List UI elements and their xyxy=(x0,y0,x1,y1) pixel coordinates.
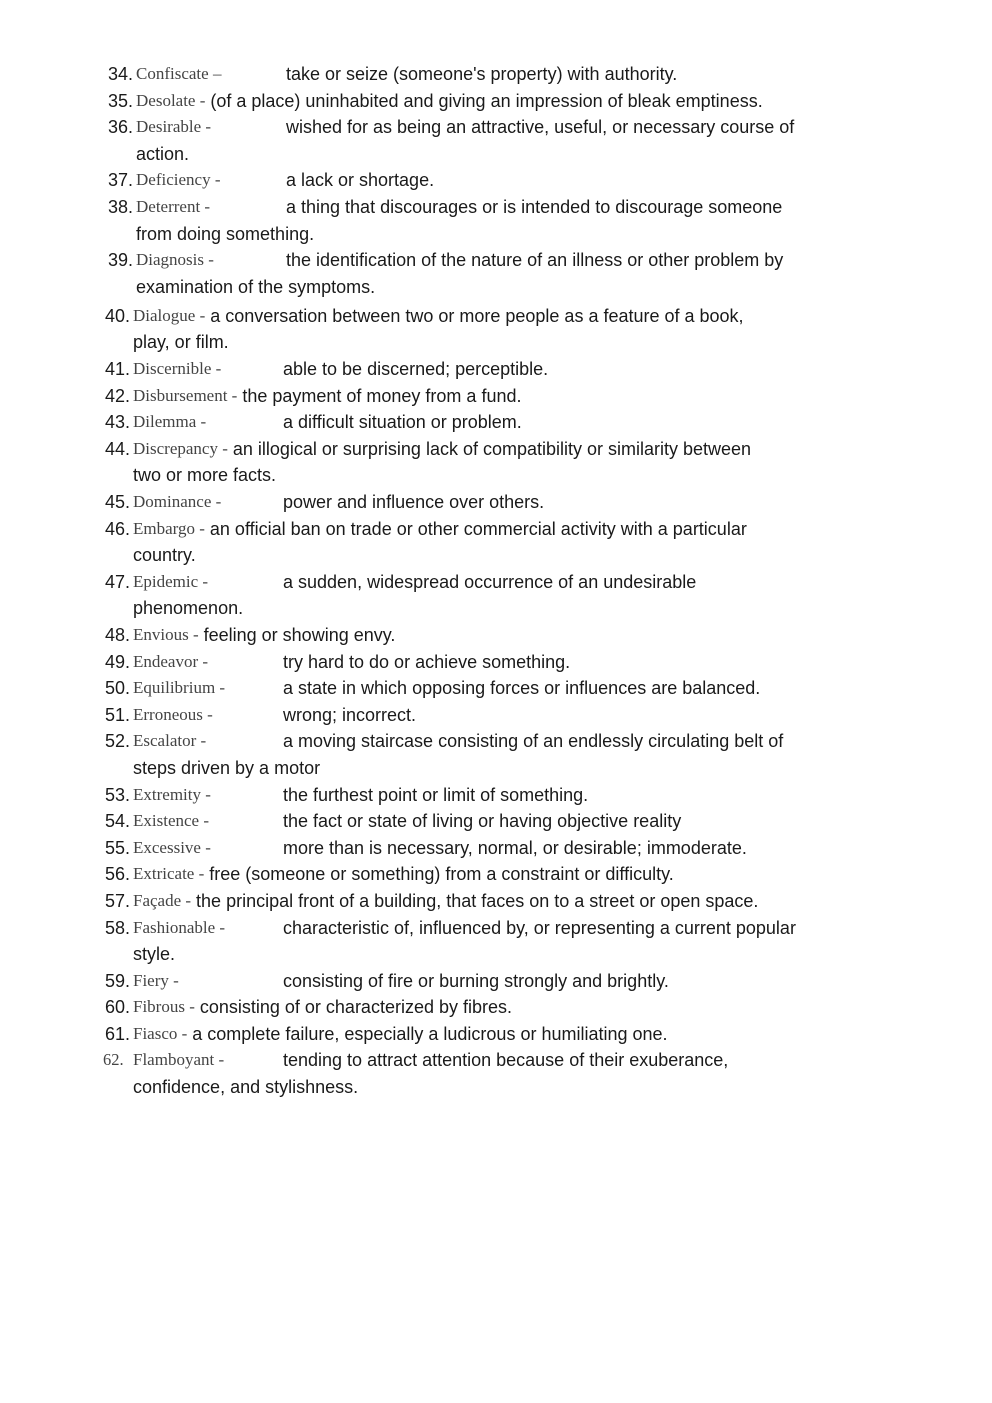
list-item xyxy=(0,675,992,702)
term: Extremity - xyxy=(133,784,211,804)
term: Excessive - xyxy=(133,837,211,857)
term: Fiery - xyxy=(133,970,179,990)
list-item xyxy=(0,994,992,1021)
definition: (of a place) uninhabited and giving an impression of bleak emptiness. xyxy=(210,90,763,111)
definition: the payment of money from a fund. xyxy=(242,385,522,406)
definition: the identification of the nature of an illness or other problem by xyxy=(286,250,784,271)
list-item xyxy=(0,409,992,436)
list-item xyxy=(0,88,992,115)
definition: free (someone or something) from a constraint or difficulty. xyxy=(209,864,674,885)
term: Fashionable - xyxy=(133,917,226,937)
item-number: 54. xyxy=(104,811,130,832)
term: Discrepancy - xyxy=(133,438,228,458)
definition: more than is necessary, normal, or desirable; immoderate. xyxy=(283,837,747,858)
item-number: 40. xyxy=(104,305,130,326)
definition: an illogical or surprising lack of compatibility or similarity between xyxy=(232,438,752,459)
definition-continuation: action. xyxy=(136,143,190,164)
item-number: 44. xyxy=(104,438,130,459)
list-item xyxy=(0,114,992,167)
item-number: 38. xyxy=(107,196,133,217)
definition: the furthest point or limit of something. xyxy=(283,784,589,805)
definition: tending to attract attention because of their exuberance, xyxy=(283,1050,729,1071)
definition-continuation: play, or film. xyxy=(133,332,229,353)
list-item xyxy=(0,861,992,888)
definition: a sudden, widespread occurrence of an undesirable xyxy=(283,571,697,592)
list-item xyxy=(0,728,992,781)
term: Confiscate – xyxy=(136,64,222,83)
definition: feeling or showing envy. xyxy=(203,624,396,645)
term: Deficiency - xyxy=(136,170,221,190)
list-item xyxy=(0,356,992,383)
definition: wished for as being an attractive, useful, or necessary course of xyxy=(286,117,795,138)
list-item xyxy=(0,516,992,569)
term: Dominance - xyxy=(133,492,222,511)
item-number: 55. xyxy=(104,837,130,858)
definition: a state in which opposing forces or influences are balanced. xyxy=(283,678,761,699)
term: Dilemma - xyxy=(133,412,207,432)
item-number: 49. xyxy=(104,651,130,672)
term: Equilibrium - xyxy=(133,678,226,698)
term: Fiasco - xyxy=(133,1023,188,1043)
term: Extricate - xyxy=(133,864,205,884)
item-number: 51. xyxy=(104,704,130,725)
term: Desolate - xyxy=(136,90,206,110)
term: Flamboyant - xyxy=(133,1050,225,1070)
list-item xyxy=(0,194,992,247)
term: Endeavor - xyxy=(133,651,209,671)
term: Façade - xyxy=(133,890,192,910)
item-number: 50. xyxy=(104,678,130,699)
term: Embargo - xyxy=(133,518,205,538)
list-item xyxy=(0,888,992,915)
item-number: 53. xyxy=(104,784,130,805)
definition: a complete failure, especially a ludicrous or humiliating one. xyxy=(192,1023,668,1044)
definition: the fact or state of living or having objective reality xyxy=(283,811,682,832)
term: Epidemic - xyxy=(133,571,209,591)
item-number: 46. xyxy=(104,518,130,539)
item-number: 61. xyxy=(104,1023,130,1044)
definition: try hard to do or achieve something. xyxy=(283,651,571,672)
item-number: 43. xyxy=(104,412,130,433)
term: Deterrent - xyxy=(136,196,211,216)
list-item xyxy=(0,782,992,809)
definition: consisting of or characterized by fibres. xyxy=(199,997,513,1018)
item-number: 62. xyxy=(103,1050,124,1070)
item-number: 52. xyxy=(104,731,130,752)
term: Dialogue - xyxy=(133,305,206,325)
definition-continuation: steps driven by a motor xyxy=(133,757,321,778)
definition-continuation: country. xyxy=(133,545,196,566)
list-item xyxy=(0,569,992,622)
definition: characteristic of, influenced by, or representing a current popular xyxy=(283,917,796,938)
definition: a thing that discourages or is intended to discourage someone xyxy=(286,196,783,217)
list-item xyxy=(0,702,992,729)
term: Desirable - xyxy=(136,117,212,137)
definition: a lack or shortage. xyxy=(286,170,435,191)
list-item xyxy=(0,303,992,356)
item-number: 41. xyxy=(104,359,130,380)
item-number: 58. xyxy=(104,917,130,938)
term: Discernible - xyxy=(133,359,222,379)
definition: power and influence over others. xyxy=(283,492,545,512)
term: Diagnosis - xyxy=(136,250,214,270)
definition: able to be discerned; perceptible. xyxy=(283,359,549,380)
item-number: 35. xyxy=(107,90,133,111)
item-number: 36. xyxy=(107,117,133,138)
term: Disbursement - xyxy=(133,385,238,405)
list-item xyxy=(0,247,992,300)
definition-continuation: phenomenon. xyxy=(133,598,244,619)
definition-continuation: confidence, and stylishness. xyxy=(133,1077,359,1098)
term: Envious - xyxy=(133,624,199,644)
item-number: 47. xyxy=(104,571,130,592)
list-item xyxy=(0,167,992,194)
list-item xyxy=(0,61,992,88)
item-number: 34. xyxy=(107,64,133,84)
definition-continuation: two or more facts. xyxy=(133,465,277,486)
list-item xyxy=(0,968,992,995)
item-number: 37. xyxy=(107,170,133,191)
definition: take or seize (someone's property) with authority. xyxy=(286,64,678,84)
definition: a difficult situation or problem. xyxy=(283,412,522,433)
list-item xyxy=(0,489,992,516)
item-number: 48. xyxy=(104,624,130,645)
list-item xyxy=(0,1047,992,1100)
term: Fibrous - xyxy=(133,997,195,1017)
item-number: 45. xyxy=(104,492,130,512)
item-number: 56. xyxy=(104,864,130,885)
item-number: 59. xyxy=(104,970,130,991)
list-item xyxy=(0,649,992,676)
definition-continuation: style. xyxy=(133,944,176,965)
definition: a conversation between two or more people as a feature of a book, xyxy=(210,305,744,326)
term: Escalator - xyxy=(133,731,207,751)
item-number: 39. xyxy=(107,250,133,271)
item-number: 60. xyxy=(104,997,130,1018)
item-number: 42. xyxy=(104,385,130,406)
vocabulary-list xyxy=(0,61,992,1101)
definition-continuation: examination of the symptoms. xyxy=(136,276,376,297)
list-item xyxy=(0,808,992,835)
item-number: 57. xyxy=(104,890,130,911)
definition: wrong; incorrect. xyxy=(283,704,417,725)
list-item xyxy=(0,383,992,410)
list-item xyxy=(0,436,992,489)
definition-continuation: from doing something. xyxy=(136,223,315,244)
definition: a moving staircase consisting of an endlessly circulating belt of xyxy=(283,731,784,752)
definition: consisting of fire or burning strongly and brightly. xyxy=(283,970,669,991)
list-item xyxy=(0,835,992,862)
list-item xyxy=(0,622,992,649)
definition: an official ban on trade or other commercial activity with a particular xyxy=(209,518,747,539)
list-item xyxy=(0,915,992,968)
definition: the principal front of a building, that faces on to a street or open space. xyxy=(196,890,759,911)
term: Erroneous - xyxy=(133,704,213,724)
list-item xyxy=(0,1021,992,1048)
term: Existence - xyxy=(133,811,209,831)
